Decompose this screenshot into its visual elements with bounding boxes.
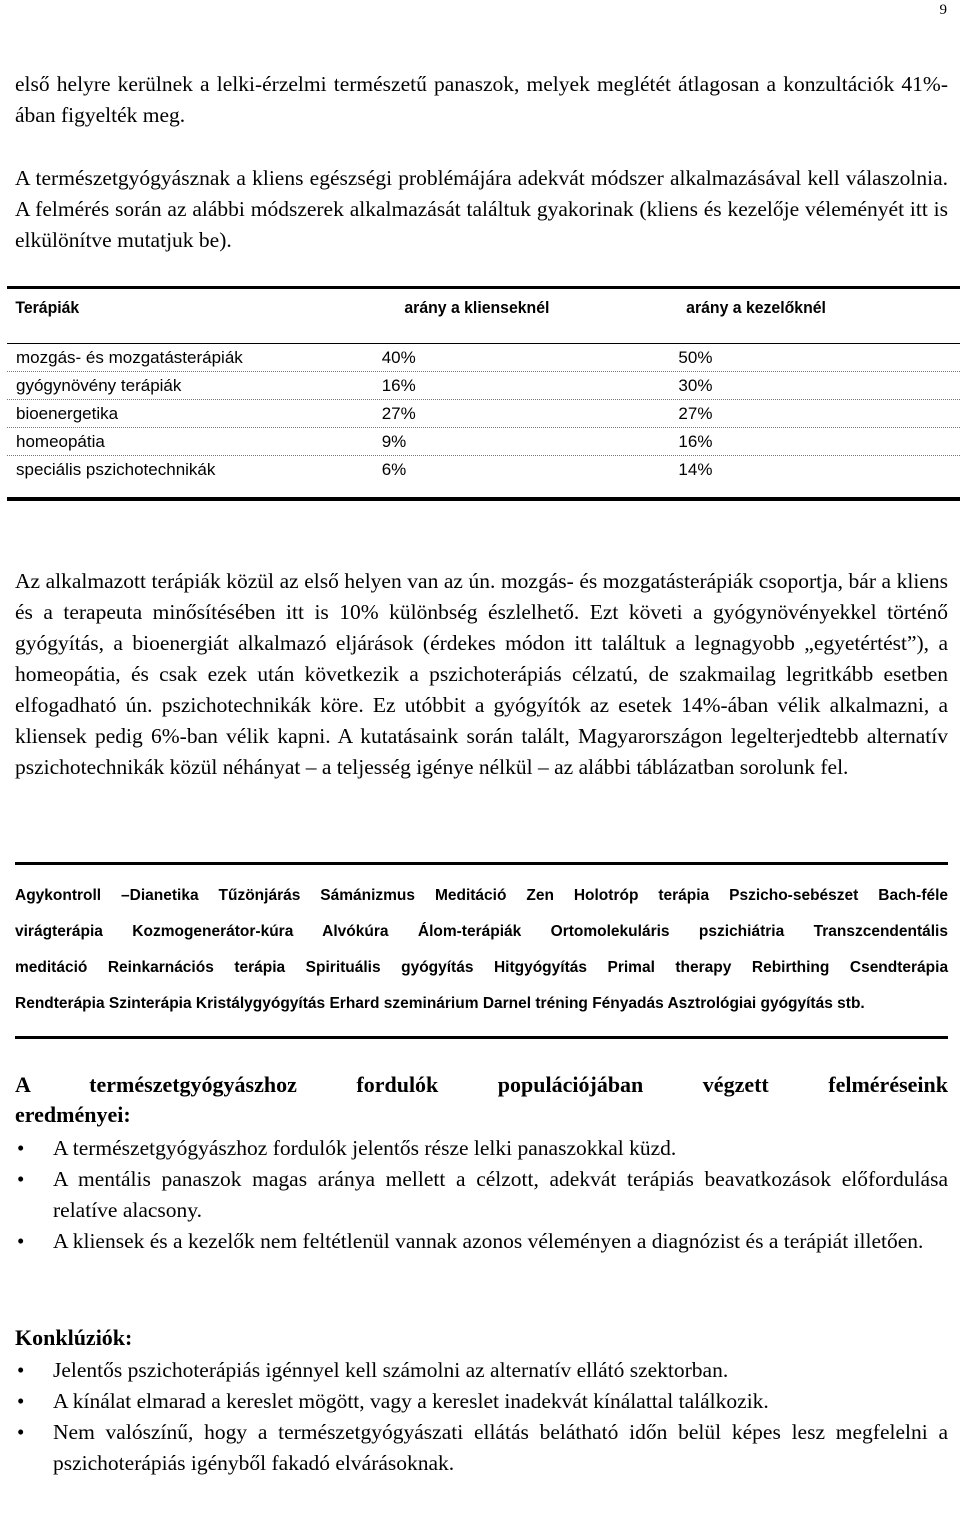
method-word: Rebirthing [751,959,830,976]
method-word: Bach-féle [878,887,949,904]
method-word: Spirituális [305,959,381,976]
table-body [7,344,960,483]
header-practitioner-ratio: arány a kezelőknél [686,298,826,317]
methods-top-rule [15,862,948,865]
method-word: virágterápia [15,923,103,940]
table-bottom-rule [7,497,960,501]
method-word: Csendterápia [849,959,949,976]
method-word: Holotróp [573,887,639,904]
header-client-ratio: arány a klienseknél [404,298,550,317]
client-ratio: 16% [381,375,416,395]
therapy-name: speciális pszichotechnikák [16,459,216,479]
therapy-name: mozgás- és mozgatásterápiák [16,347,243,367]
method-word: Agykontroll [15,887,102,904]
method-word: szeminárium [383,995,479,1012]
list-item-text: A mentális panaszok magas aránya mellett a célzott, adekvát terápiás beavatkozások előfordulása relatíve alacsony. [53,1167,948,1222]
methods-line [15,986,948,1022]
conclusions-list [15,1355,948,1479]
method-word: Darnel [482,995,532,1012]
method-word: Sámánizmus [320,887,416,904]
practitioner-ratio: 30% [678,375,713,395]
table-row [7,372,960,400]
method-word: Fényadás [592,995,664,1012]
list-item [15,1164,948,1226]
list-item-text: A kínálat elmarad a kereslet mögött, vagy a kereslet inadekvát kínálattal találkozik. [53,1389,769,1413]
intro-paragraph-1: első helyre kerülnek a lelki-érzelmi természetű panaszok, melyek meglétét átlagosan a konzultációk 41%-ában figyelték meg. [15,72,948,127]
bullet-icon: • [17,1420,25,1444]
practitioner-ratio: 50% [678,347,713,367]
list-item-text: A természetgyógyászhoz fordulók jelentős része lelki panaszokkal küzd. [53,1136,677,1160]
header-therapies: Terápiák [15,298,80,317]
methods-bottom-rule [15,1036,948,1039]
method-word: Erhard [329,995,380,1012]
method-word: tréning [535,995,588,1012]
client-ratio: 6% [381,459,407,479]
method-word: Ortomolekuláris [550,923,670,940]
client-ratio: 27% [381,403,416,423]
client-ratio: 9% [381,431,407,451]
list-item [15,1386,948,1417]
method-word: pszichiátria [698,923,785,940]
method-word: therapy [675,959,732,976]
conclusions-heading: Konklúziók: [15,1325,133,1350]
analysis-paragraph: Az alkalmazott terápiák közül az első helyen van az ún. mozgás- és mozgatásterápiák csoportja, bár a kliens és a terapeuta minősítésében itt is 10% különbség észlelhető. Ezt követi a gyógynövényekkel történő gyógyítás, a bioenergiát alkalmazó eljárások (érdekes módon itt találtuk a legnagyobb „egyetértést”), a homeopátia, és csak ezek után következik a pszichoterápiás célzatú, de szakmailag legritkább esetben elfogadható ún. pszichotechnikák köre. Ez utóbbit a gyógyítók az esetek 14%-ában vélik alkalmazni, a kliensek pedig 6%-ban vélik kapni. A kutatásaink során talált, Magyarországon legelterjedtebb alternatív pszichotechnikák közül néhányat – a teljesség igénye nélkül – az alábbi táblázatban sorolunk fel. [15,569,948,779]
bullet-icon: • [17,1389,25,1413]
method-word: Tűzönjárás [218,887,301,904]
table-row [7,456,960,483]
method-word: Primal [607,959,655,976]
bullet-icon: • [17,1229,25,1253]
therapy-name: bioenergetika [16,403,119,423]
page-number: 9 [939,2,947,18]
alternative-methods-list [15,878,948,1022]
method-word: stb. [837,995,865,1012]
intro-paragraph-2: A természetgyógyásznak a kliens egészségi problémájára adekvát módszer alkalmazásával kell válaszolnia. A felmérés során az alábbi módszerek alkalmazását találtuk gyakorinak (kliens és kezelője véleményét itt is elkülönítve mutatjuk be). [15,166,948,252]
table-row [7,344,960,372]
method-word: Asztrológiai [667,995,757,1012]
table-row [7,400,960,428]
method-word: Pszicho-sebészet [729,887,859,904]
results-heading-cont: eredményei: [15,1102,131,1127]
method-word: Meditáció [434,887,507,904]
method-word: Hitgyógyítás [493,959,587,976]
practitioner-ratio: 16% [678,431,713,451]
list-item-text: Nem valószínű, hogy a természetgyógyászati ellátás belátható időn belül képes lesz megfelelni a pszichoterápiás igényből fakadó elvárásoknak. [53,1420,948,1475]
method-word: meditáció [15,959,88,976]
method-word: gyógyítás [760,995,833,1012]
results-list [15,1133,948,1257]
method-word: –Dianetika [121,887,199,904]
method-word: Reinkarnációs [107,959,214,976]
method-word: Szinterápia [108,995,192,1012]
bullet-icon: • [17,1167,25,1191]
practitioner-ratio: 14% [678,459,713,479]
method-word: Zen [526,887,554,904]
table-row [7,428,960,456]
bullet-icon: • [17,1358,25,1382]
methods-line [15,950,948,986]
bullet-icon: • [17,1136,25,1160]
method-word: Alvókúra [322,923,389,940]
table-header-row [7,289,893,327]
method-word: Rendterápia [15,995,105,1012]
list-item [15,1133,948,1164]
method-word: terápia [658,887,710,904]
method-word: gyógyítás [401,959,474,976]
methods-line [15,914,948,950]
list-item-text: Jelentős pszichoterápiás igénnyel kell számolni az alternatív ellátó szektorban. [53,1358,729,1382]
method-word: Álom-terápiák [417,923,522,940]
list-item [15,1355,948,1386]
method-word: Kozmogenerátor-kúra [132,923,294,940]
list-item [15,1417,948,1479]
method-word: Transzcendentális [813,923,948,940]
list-item-text: A kliensek és a kezelők nem feltétlenül vannak azonos véleményen a diagnózist és a terápiát illetően. [53,1229,924,1253]
method-word: Kristálygyógyítás [195,995,326,1012]
list-item [15,1226,948,1257]
method-word: terápia [234,959,286,976]
results-heading: A természetgyógyászhoz fordulók populációjában végzett felméréseink [15,1072,948,1097]
therapy-name: gyógynövény terápiák [16,375,182,395]
practitioner-ratio: 27% [678,403,713,423]
methods-line [15,878,948,914]
therapy-name: homeopátia [16,431,105,451]
therapy-table [7,286,960,501]
client-ratio: 40% [381,347,416,367]
